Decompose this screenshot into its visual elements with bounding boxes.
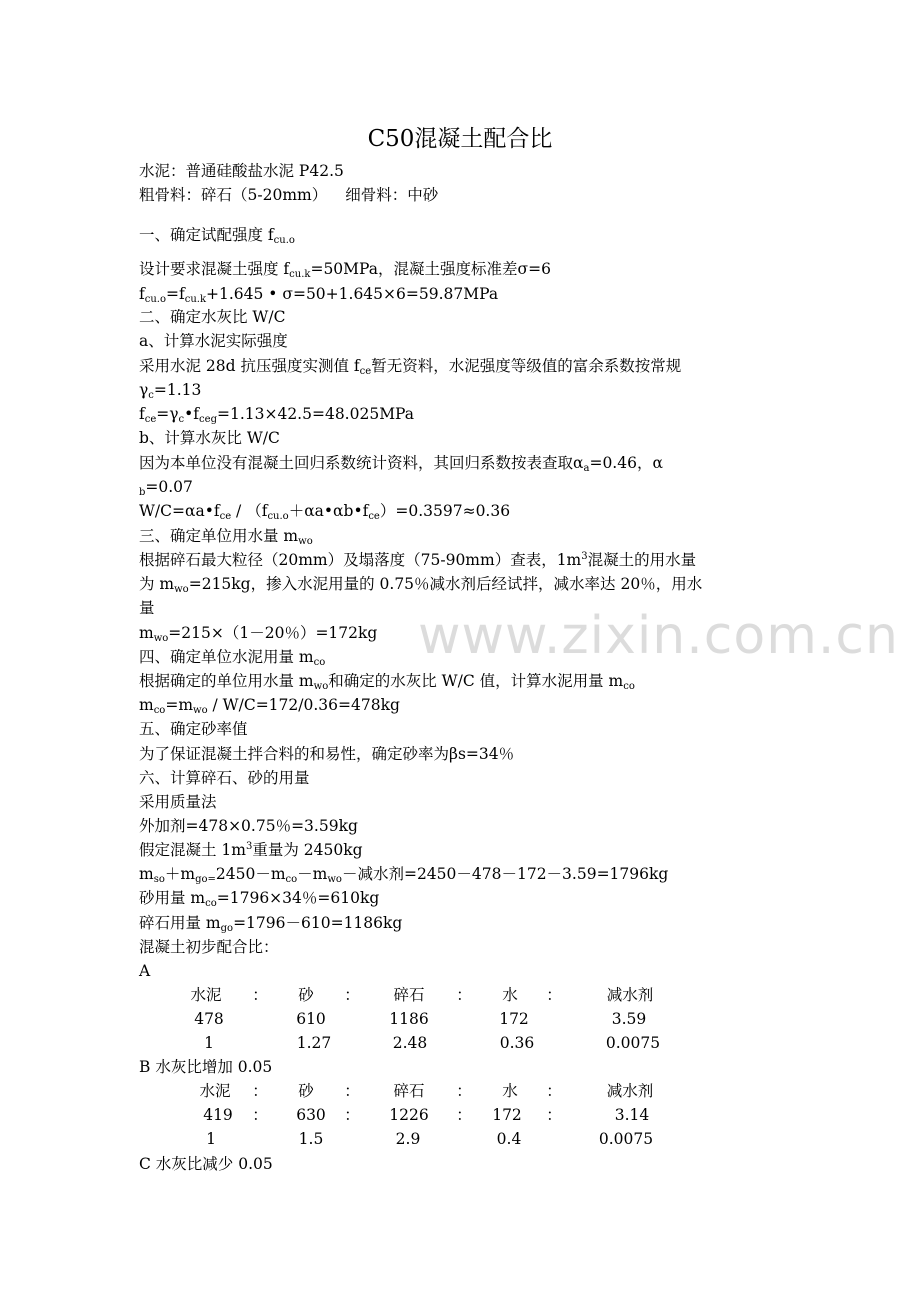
table-b-colon: ：: [344, 1106, 360, 1124]
table-a-cell: 0.36: [499, 1034, 535, 1052]
table-b-cell: 1.5: [298, 1130, 324, 1148]
strength-formula-line: $f_{cu.o}=f_{cu.k}+1.645$ • σ=50+1.645×6=59.87MPa: [139, 285, 499, 305]
sand-ratio-text: 为了保证混凝土拌合料的和易性，确定砂率为βs=34％: [139, 745, 515, 763]
table-b-colon: ：: [252, 1082, 268, 1100]
table-a-header-water: 水: [502, 986, 518, 1004]
table-a-cell: 610: [296, 1010, 326, 1028]
aggregate-sum-line: $m_{so}+m_{go=}2450-m_{co}-m_{wo}-$减水剂=2450－478－172－3.59=1796kg: [139, 865, 669, 885]
table-b-header-gravel: 碎石: [393, 1082, 425, 1100]
table-b-colon: ：: [546, 1082, 562, 1100]
table-a-header-sand: 砂: [298, 986, 314, 1004]
table-b-header-admixture: 减水剂: [606, 1082, 654, 1100]
aggregate-line: 粗骨料：碎石（5-20mm） 细骨料：中砂: [139, 186, 439, 204]
section-5-heading: 五、确定砂率值: [139, 720, 248, 738]
table-b-colon: ：: [456, 1082, 472, 1100]
table-b-colon: ：: [456, 1106, 472, 1124]
table-a-cell: 0.0075: [605, 1034, 661, 1052]
water-text-1: 根据碎石最大粒径（20mm）及塌落度（75-90mm）查表，$1m^3$混凝土的用水量: [139, 551, 697, 569]
table-b-header-sand: 砂: [298, 1082, 314, 1100]
table-a-header-admixture: 减水剂: [606, 986, 654, 1004]
section-6-heading: 六、计算碎石、砂的用量: [139, 769, 310, 787]
table-b-cell: 0.0075: [598, 1130, 654, 1148]
table-a-cell: 1: [204, 1034, 214, 1052]
table-a-cell: 3.59: [611, 1010, 647, 1028]
water-text-3: 量: [139, 599, 155, 617]
table-b-cell: 2.9: [395, 1130, 421, 1148]
section-4-heading: 四、确定单位水泥用量 $m_{co}$: [139, 648, 326, 668]
admixture-line: 外加剂=478×0.75％=3.59kg: [139, 817, 358, 835]
table-b-cell: 0.4: [496, 1130, 522, 1148]
mass-method-line: 采用质量法: [139, 793, 217, 811]
table-b-cell: 1226: [389, 1106, 429, 1124]
watermark: www.zixin.com.cn: [418, 606, 899, 666]
table-a-header-gravel: 碎石: [393, 986, 425, 1004]
fce-formula-line: $f_{ce}=\gamma_c•f_{ceg}=1.13\times 42.5=48.025MPa$: [139, 405, 415, 425]
mix-b-label: B 水灰比增加 0.05: [139, 1058, 273, 1076]
table-a-colon: ：: [252, 986, 268, 1004]
cement-formula-line: $m_{co}=m_{wo} / W/C=172/0.36=478kg$: [139, 696, 400, 716]
design-strength-line: 设计要求混凝土强度 $f_{cu.k}=50MPa$，混凝土强度标准差σ=6: [139, 260, 551, 280]
table-a-colon: ：: [546, 986, 562, 1004]
initial-mix-heading: 混凝土初步配合比：: [139, 938, 279, 956]
table-b-colon: ：: [252, 1106, 268, 1124]
table-b-colon: ：: [344, 1082, 360, 1100]
section-3-heading: 三、确定单位用水量 $m_{wo}$: [139, 527, 313, 547]
table-a-cell: 478: [194, 1010, 224, 1028]
subsection-b-heading: b、计算水灰比 W/C: [139, 429, 280, 447]
mix-a-label: A: [139, 962, 151, 980]
table-a-colon: ：: [344, 986, 360, 1004]
table-b-cell: 3.14: [614, 1106, 650, 1124]
regression-text: 因为本单位没有混凝土回归系数统计资料，其回归系数按表查取$\alpha_a=0.46$，α: [139, 454, 663, 474]
table-b-header-water: 水: [502, 1082, 518, 1100]
table-a-colon: ：: [456, 986, 472, 1004]
water-text-2: 为 $m_{wo}=215kg$，掺入水泥用量的 0.75％减水剂后经试拌，减水率达 20％，用水: [139, 575, 703, 595]
page-title: C50混凝土配合比: [367, 126, 553, 152]
table-b-header-cement: 水泥: [199, 1082, 231, 1100]
assumed-weight-line: 假定混凝土 $1m^3$重量为 2450kg: [139, 841, 363, 859]
table-b-colon: ：: [546, 1106, 562, 1124]
cement-strength-text: 采用水泥 28d 抗压强度实测值 $f_{ce}$暂无资料，水泥强度等级值的富余系数按常规: [139, 357, 682, 377]
gravel-amount-line: 碎石用量 $m_{go}=1796-610=1186kg$: [139, 914, 403, 934]
cement-calc-text: 根据确定的单位用水量 $m_{wo}$和确定的水灰比 W/C 值，计算水泥用量 $m_{co}$: [139, 672, 635, 692]
water-formula-line: $m_{wo}=215\times(1-20$％）=172kg: [139, 624, 378, 644]
table-a-cell: 1.27: [296, 1034, 332, 1052]
table-a-cell: 1186: [389, 1010, 429, 1028]
table-b-cell: 172: [492, 1106, 522, 1124]
table-a-header-cement: 水泥: [190, 986, 222, 1004]
wc-formula-line: $W/C=\alpha a•f_{ce}$ / $(f_{cu.o}+\alpha a•\alpha b•f_{ce})=0.3597\approx 0.36$: [139, 502, 511, 522]
cement-line: 水泥：普通硅酸盐水泥 P42.5: [139, 162, 344, 180]
table-b-cell: 419: [203, 1106, 233, 1124]
alpha-b-line: $_b$=0.07: [139, 478, 193, 498]
table-a-cell: 2.48: [392, 1034, 428, 1052]
table-b-cell: 1: [206, 1130, 216, 1148]
section-1-heading: 一、确定试配强度 $f_{cu.o}$: [139, 226, 295, 246]
subsection-a-heading: a、计算水泥实际强度: [139, 332, 288, 350]
mix-c-label: C 水灰比减少 0.05: [139, 1155, 273, 1173]
sand-amount-line: 砂用量 $m_{co}=1796\times 34$％=610kg: [139, 889, 380, 909]
section-2-heading: 二、确定水灰比 W/C: [139, 308, 286, 326]
gamma-line: $\gamma_c=1.13$: [139, 381, 202, 401]
table-a-cell: 172: [499, 1010, 529, 1028]
table-b-cell: 630: [296, 1106, 326, 1124]
